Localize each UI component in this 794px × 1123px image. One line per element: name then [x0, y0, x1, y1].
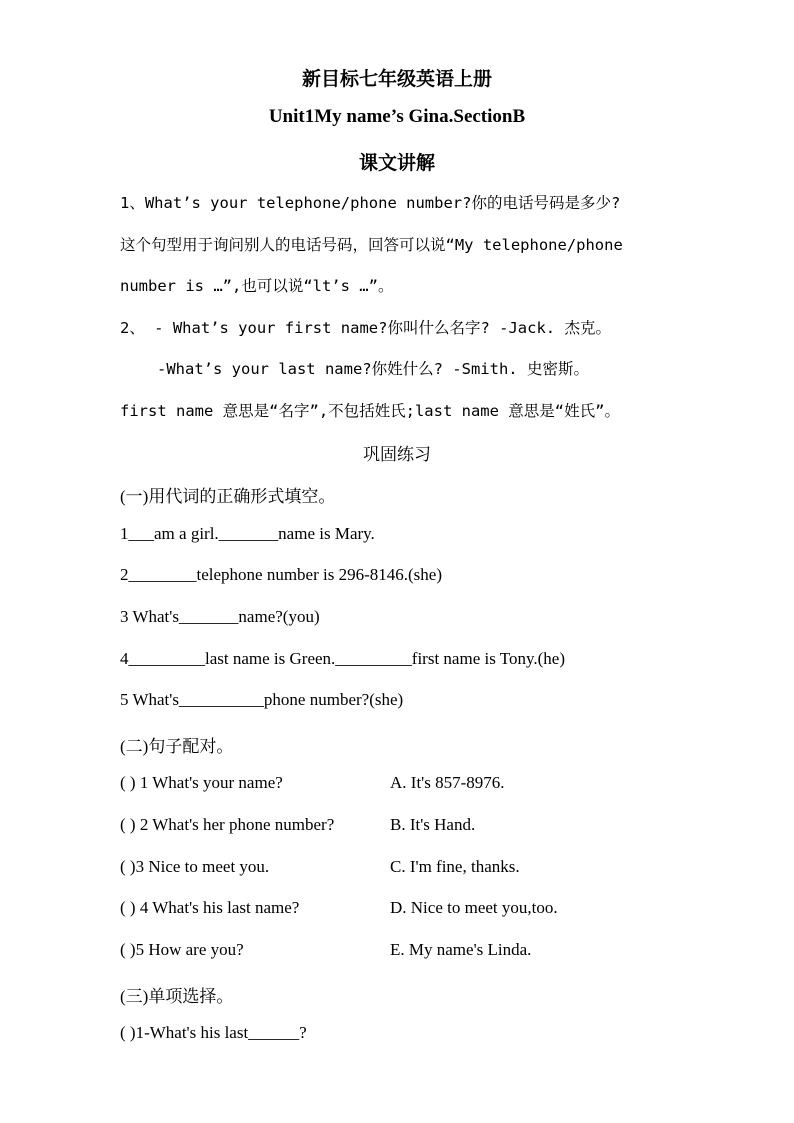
unit-subtitle: Unit1My name’s Gina.SectionB [268, 106, 526, 127]
match-question: ( ) 1 What's your name? [120, 773, 283, 792]
match-question: ( )5 How are you? [120, 940, 244, 959]
part1-heading: (一)用代词的正确形式填空。 [120, 487, 336, 506]
explanation-line-5: -What’s your last name?你姓什么? -Smith. 史密斯。 [157, 360, 589, 378]
explanation-line-4: 2、 - What’s your first name?你叫什么名字? -Jack. 杰克。 [120, 319, 611, 337]
match-answer: B. It's Hand. [390, 815, 476, 834]
explanation-line-1: 1、What’s your telephone/phone number?你的电话号码是多少? [120, 194, 621, 212]
document-title: 新目标七年级英语上册 [301, 69, 492, 90]
part2-heading: (二)句子配对。 [120, 737, 234, 756]
match-answer: E. My name's Linda. [390, 940, 532, 959]
part1-item: 3 What's_______name?(you) [120, 607, 320, 626]
explanation-line-2: 这个句型用于询问别人的电话号码，回答可以说“My telephone/phone [120, 236, 623, 254]
part3-item: ( )1-What's his last______? [120, 1023, 307, 1042]
practice-title: 巩固练习 [363, 445, 431, 464]
part1-item: 2________telephone number is 296-8146.(she) [120, 565, 442, 584]
match-answer: A. It's 857-8976. [390, 773, 505, 792]
section-heading: 课文讲解 [358, 153, 435, 174]
match-question: ( ) 2 What's her phone number? [120, 815, 335, 834]
part1-item: 1___am a girl._______name is Mary. [120, 524, 375, 543]
match-answer: D. Nice to meet you,too. [390, 898, 558, 917]
part1-item: 4_________last name is Green._________first name is Tony.(he) [120, 649, 565, 668]
explanation-line-3: number is …”,也可以说“lt’s …”。 [120, 277, 394, 295]
match-answer: C. I'm fine, thanks. [390, 857, 520, 876]
part1-item: 5 What's__________phone number?(she) [120, 690, 404, 709]
match-question: ( )3 Nice to meet you. [120, 857, 270, 876]
match-question: ( ) 4 What's his last name? [120, 898, 300, 917]
part3-heading: (三)单项选择。 [120, 987, 234, 1006]
explanation-line-6: first name 意思是“名字”,不包括姓氏;last name 意思是“姓氏”。 [120, 402, 620, 420]
